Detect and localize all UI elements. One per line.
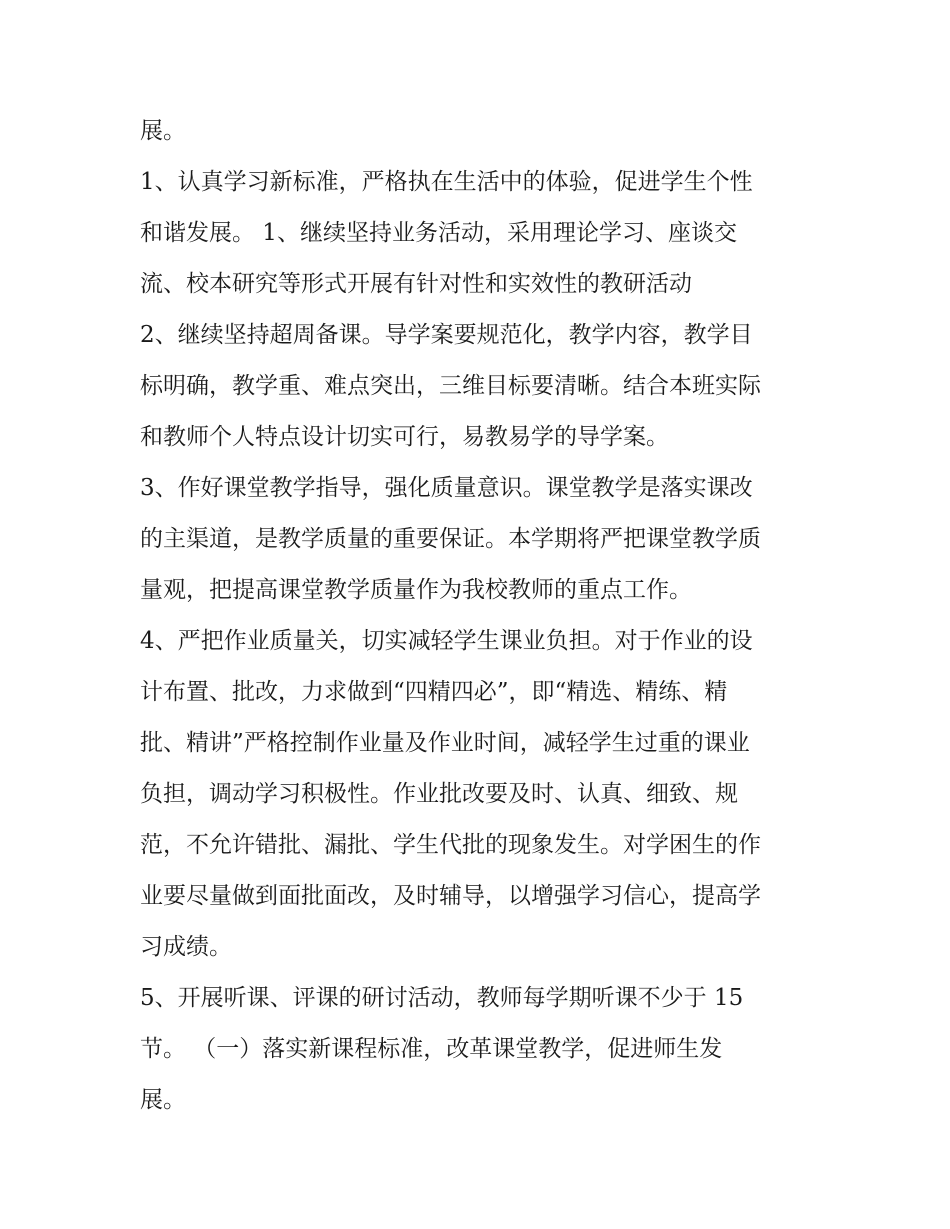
text-line: 负担，调动学习积极性。作业批改要及时、认真、细致、规 bbox=[140, 781, 738, 807]
text-line: 2、继续坚持超周备课。导学案要规范化，教学内容，教学目 bbox=[140, 322, 753, 348]
text-line: 批、精讲”严格控制作业量及作业时间，减轻学生过重的课业 bbox=[140, 730, 750, 756]
text-line: 节。 （一）落实新课程标准，改革课堂教学，促进师生发 bbox=[140, 1036, 723, 1062]
text-line: 4、严把作业质量关，切实减轻学生课业负担。对于作业的设 bbox=[140, 628, 753, 654]
text-line: 范，不允许错批、漏批、学生代批的现象发生。对学困生的作 bbox=[140, 832, 761, 858]
text-line: 1、认真学习新标准，严格执在生活中的体验，促进学生个性 bbox=[140, 169, 753, 195]
text-line: 5、开展听课、评课的研讨活动，教师每学期听课不少于 15 bbox=[140, 985, 744, 1011]
text-line: 量观，把提高课堂教学质量作为我校教师的重点工作。 bbox=[140, 577, 692, 603]
text-line: 计布置、批改，力求做到“四精四必”，即“精选、精练、精 bbox=[140, 679, 728, 705]
text-line: 流、校本研究等形式开展有针对性和实效性的教研活动 bbox=[140, 271, 692, 297]
text-line: 的主渠道，是教学质量的重要保证。本学期将严把课堂教学质 bbox=[140, 526, 761, 552]
text-line: 展。 bbox=[140, 1087, 186, 1113]
text-line: 3、作好课堂教学指导，强化质量意识。课堂教学是落实课改 bbox=[140, 475, 753, 501]
text-line: 和谐发展。 1、继续坚持业务活动，采用理论学习、座谈交 bbox=[140, 220, 737, 246]
text-line: 和教师个人特点设计切实可行，易教易学的导学案。 bbox=[140, 424, 669, 450]
text-line: 业要尽量做到面批面改，及时辅导，以增强学习信心，提高学 bbox=[140, 883, 761, 909]
text-line: 展。 bbox=[140, 118, 186, 144]
document-body bbox=[140, 106, 830, 1126]
text-line: 习成绩。 bbox=[140, 934, 232, 960]
text-line: 标明确，教学重、难点突出，三维目标要清晰。结合本班实际 bbox=[140, 373, 761, 399]
